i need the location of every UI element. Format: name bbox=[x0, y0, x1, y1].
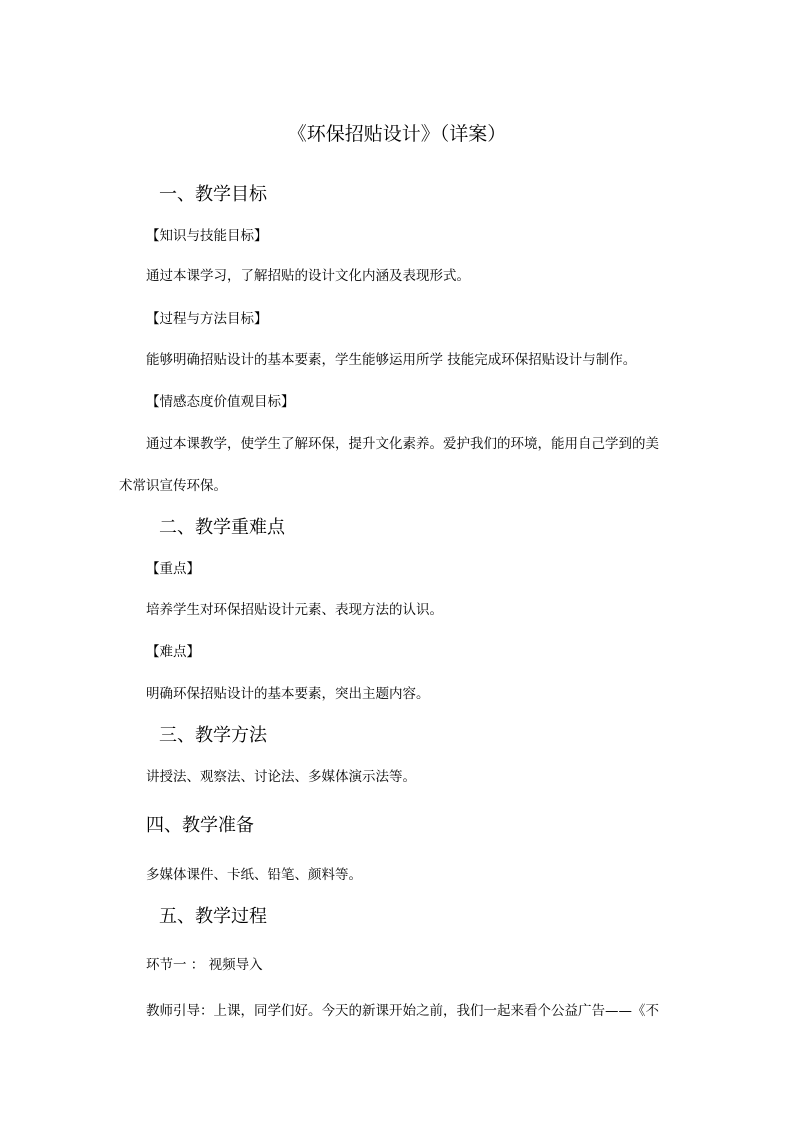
document-title: 《环保招贴设计》（详案） bbox=[287, 123, 507, 145]
section-heading-methods: 三、教学方法 bbox=[159, 725, 267, 746]
paragraph-knowledge-skills: 通过本课学习，了解招贴的设计文化内涵及表现形式。 bbox=[146, 268, 470, 284]
section-heading-preparation: 四、教学准备 bbox=[146, 815, 254, 836]
paragraph-methods: 讲授法、观察法、讨论法、多媒体演示法等。 bbox=[146, 769, 416, 785]
paragraph-emotion-values-line2: 术常识宣传环保。 bbox=[119, 478, 227, 494]
section-heading-process: 五、教学过程 bbox=[159, 906, 267, 927]
section-heading-objectives: 一、教学目标 bbox=[159, 184, 267, 205]
paragraph-difficult-point: 明确环保招贴设计的基本要素，突出主题内容。 bbox=[146, 686, 430, 702]
paragraph-process-method: 能够明确招贴设计的基本要素，学生能够运用所学 技能完成环保招贴设计与制作。 bbox=[146, 352, 637, 368]
paragraph-emotion-values-line1: 通过本课教学，使学生了解环保，提升文化素养。爱护我们的环境，能用自己学到的美 bbox=[146, 436, 659, 452]
step-label-video-intro: 环节一 ： 视频导入 bbox=[146, 957, 263, 973]
paragraph-key-point: 培养学生对环保招贴设计元素、表现方法的认识。 bbox=[146, 602, 443, 618]
section-heading-key-difficult-points: 二、教学重难点 bbox=[159, 517, 285, 538]
paragraph-teacher-guide: 教师引导：上课，同学们好。今天的新课开始之前，我们一起来看个公益广告——《不 bbox=[146, 1003, 659, 1019]
subheading-key-point: 【重点】 bbox=[146, 561, 200, 577]
paragraph-preparation: 多媒体课件、卡纸、铅笔、颜料等。 bbox=[146, 867, 362, 883]
subheading-process-method: 【过程与方法目标】 bbox=[146, 311, 268, 327]
subheading-knowledge-skills: 【知识与技能目标】 bbox=[146, 228, 268, 244]
subheading-difficult-point: 【难点】 bbox=[146, 644, 200, 660]
subheading-emotion-values: 【情感态度价值观目标】 bbox=[146, 394, 295, 410]
